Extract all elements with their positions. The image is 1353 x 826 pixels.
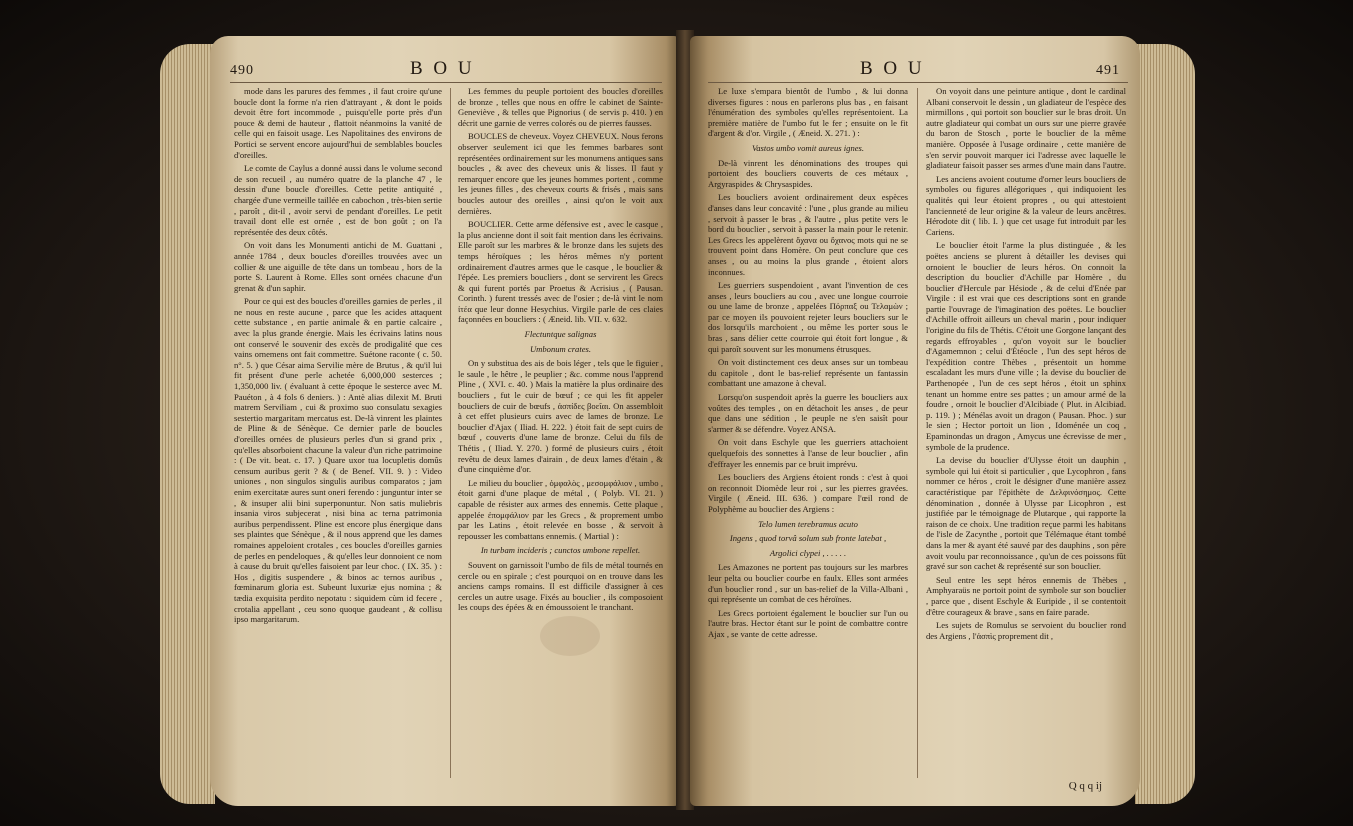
paragraph: Les anciens avoient coutume d'orner leurs boucliers de symboles ou figures allégoriques , qui indiquoient les qualités qui leur étoient propres , ou qui attestoient l'ancienneté de leur origine & la valeur de leurs ancêtres. Hérodote dit ( lib. I. ) que cet usage fut introduit par les Cariens.	[926, 173, 1126, 237]
paragraph: mode dans les parures des femmes , il faut croire qu'une boucle dont la forme n'a rien d'attrayant , & dont le poids devoit être fort incommode , puisqu'elle porte près d'un pouce & demi de hauteur , flattoit néanmoins la vanité de celle qui en faisoit usage. Les Napolitaines des environs de Portici se servent encore aujourd'hui de semblables boucles d'oreilles.	[234, 86, 442, 160]
paragraph: Les Grecs portoient également le bouclier sur l'un ou l'autre bras. Hector étant sur le point de combattre contre Ajax , se vante de cette adresse.	[708, 607, 908, 639]
right-column-divider	[917, 88, 918, 778]
paragraph: Les boucliers avoient ordinairement deux espèces d'anses dans leur concavité : l'une , plus grande au milieu , servoit à passer le bras , & l'autre , plus petite vers le bord du bouclier , servoit à passer la main pour le retenir. Les Grecs les appelèrent ὄχανα ou ὄχανος mots qui ne se trouvent point dans Homère. On peut conclure que ces anses , ou au moins la plus grande , étoient alors inconnues.	[708, 192, 908, 277]
paragraph: Les femmes du peuple portoient des boucles d'oreilles de bronze , telles que nous en offre le cabinet de Sainte-Geneviève , & telles que Pignorius ( de servis p. 410. ) en décrit une garnie de verres colorés ou de pierres fausses.	[458, 86, 663, 128]
paragraph: Pour ce qui est des boucles d'oreilles garnies de perles , il ne nous en reste aucune , parce que les acides attaquent cette substance , en partie animale & en partie calcaire , avec la plus grande énergie. Mais les écrivains latins nous ont conservé le souvenir des excès de prodigalité que ces vains ornemens ont fait commettre. Suétone raconte ( c. 50. n°. 5. ) que César aima Servilie mère de Brutus , & qu'il lui fit présent d'une perle achetée 6,000,000 sesterces ; 1,350,000 liv. ( évaluant à cette époque le sesterce avec M. Pauéton , à 4 fols 6 deniers. ) : Antè alias dilexit M. Bruti matrem Serviliam , cui & proximo suo consulatu sexagies sestertio margaritam mercatus est. De-là vinrent les plaintes de Pline & de Sénèque. Ce dernier parle de boucles d'oreilles ornées de plusieurs perles d'un si grand prix , qu'elles absorboient chacune la valeur d'un riche patrimoine : ( De vit. beat. c. 17. ) Quare uxor tua locupletis domûs censum auribus gerit ? & ( de Benef. VII. 9. ) : Video uniones , non singulos singulis auribus comparatos ; jam enim exercitatæ aures sunt oneri ferendo : junguntur inter se , & insuper alii bini superponuntur. Non satis muliebris insania viros subjecerat , nisi bina ac terna patrimonia auribus perpendissent. Pline est encore plus énergique dans ses plaintes que Sénèque , & il nous apprend que les dames romaines appeloient crotales , ces boucles d'oreilles garnies de perles en pendeloques , & qu'elles leur donnoient ce nom à cause du bruit qu'elles faisoient par leur choc. ( IX. 35. ) : Hos , digitis suspendere , & binos ac ternos auribus , fœminarum gloria est. Subeunt luxuriæ ejus nomina ; & tædia exquisita perdito nepotatu : siquidem cùm id fecere , crotalia appellant , ceu sono quoque gaudeant , & collisu ipso margaritarum.	[234, 296, 442, 625]
verse-quote: Telo lumen terebramus acuto	[758, 518, 858, 529]
right-page-number: 491	[1096, 63, 1120, 78]
paragraph: Souvent on garnissoit l'umbo de fils de métal tournés en cercle ou en spirale ; c'est pourquoi on en trouve dans les anciens camps romains. Il est difficile d'assigner à ces cercles un autre usage. Fixés au bouclier , ils composoient les coups des épées & en émoussoient le tranchant.	[458, 559, 663, 613]
right-header-rule	[708, 82, 1128, 83]
paragraph: De-là vinrent les dénominations des troupes qui portoient des boucliers couverts de ces métaux , Argyraspides & Chrysaspides.	[708, 157, 908, 189]
verse-quote: In turbam incideris ; cunctos umbone repellet.	[480, 545, 641, 556]
left-page-header	[230, 58, 254, 80]
paragraph: BOUCLES de cheveux. Voyez CHEVEUX. Nous ferons observer seulement ici que les femmes barbares sont représentées ordinairement sur les monumens antiques sans boucles , & avec des cheveux unis & lisses. Il faut y remarquer encore que les jeunes hommes portent , comme les jeunes filles , des cheveux courts & frisés , mais sans boucles autour des oreilles , ainsi qu'on le voit aux dernières.	[458, 131, 663, 216]
left-column-2	[458, 86, 663, 616]
paragraph: Seul entre les sept héros ennemis de Thèbes , Amphyaraüs ne portoit point de symbole sur son bouclier , parce que , disent Eschyle & Euripide , il se contentoit d'être courageux & brave , sans en faire parade.	[926, 574, 1126, 617]
left-page-number: 490	[230, 63, 254, 78]
paragraph: Les guerriers suspendoient , avant l'invention de ces anses , leurs boucliers au cou , avec une longue courroie ou une lame de bronze , appelées Πόρπαξ ou Τελαμὼν ; par ce moyen ils pouvoient rejeter leurs boucliers sur le dos lorsqu'ils marchoient , ou même les porter sous le bras , sans délier cette courroie qui étoit fort longue , & qui paroît souvent sur les monumens étrusques.	[708, 280, 908, 354]
right-page-header	[1096, 58, 1120, 80]
paragraph: On y substitua des ais de bois léger , tels que le figuier , le saule , le hêtre , le peuplier ; &c. comme nous l'apprend Pline , ( XVI. c. 40. ) Mais la matière la plus ordinaire des boucliers , fut le cuir de bœuf ; ce qui les fit appeler boucliers de cuir de bœufs , ἀσπίδες βοεῖαι. On assembloit à cet effet plusieurs cuirs avec de lames de bronze. Le bouclier d'Ajax ( Iliad. H. 222. ) étoit fait de sept cuirs de bœuf , couverts d'une lame de bronze. Celui du fils de Thétis , ( Iliad. Y. 270. ) formé de plusieurs cuirs , étoit revêtu de deux lames d'airain , de deux lames d'étain , & d'une cinquième d'or.	[458, 358, 663, 475]
verse-quote: Vastos umbo vomit aureus ignes.	[751, 142, 865, 153]
paragraph: Le bouclier étoit l'arme la plus distinguée , & les poëtes anciens se plurent à détailler les devises qui ornoient le bouclier de leurs héros. On connoit la description du bouclier d'Achille par Homère , du bouclier d'Hercule par Hésiode , & de celui d'Enée par Virgile : il est vrai que ces descriptions sont en grande partie l'ouvrage de l'imagination des poëtes. Le bouclier d'Achille offroit ailleurs un cheval marin , pour indiquer l'origine du fils de Thétis. C'étoit une Gorgone lançant des regards effroyables , qu'on voyoit sur le bouclier d'Agamemnon ; celui d'Étéocle , l'un des sept héros de l'expédition contre Thèbes , présentoit un homme escaladant les murs d'une ville ; la devise du bouclier de Parthenopée , l'un de ces sept héros , étoit un sphinx tenant un homme entre ses pattes ; un amour armé de la foudre , ornoit le bouclier d'Alcibiade ( Plut. in Alcibiad. p. 119. ) ; Ménélas avoit un dragon ( Pausan. Phoc. ) sur le sien ; Hector portoit un lion , Idoménée un coq , Epaminondas un dragon , Amycus une écrevisse de mer , symbole de la prudence.	[926, 240, 1126, 452]
right-column-1	[708, 86, 908, 643]
left-page-edges	[160, 44, 215, 804]
paragraph: Les sujets de Romulus se servoient du bouclier rond des Argiens , l'ἀσπὶς proprement dit ,	[926, 620, 1126, 641]
left-running-title: B O U	[410, 58, 475, 79]
left-column-divider	[450, 88, 451, 778]
paragraph: Le luxe s'empara bientôt de l'umbo , & lui donna diverses figures : nous en parlerons plus bas , en faisant l'énumération des symboles qu'elles représentoient. La première matière de l'umbo fut le fer ; ensuite on le fit d'argent & d'or. Virgile , ( Æneid. X. 271. ) :	[708, 86, 908, 139]
paragraph: Les boucliers des Argiens étoient ronds : c'est à quoi on reconnoit Diomède leur roi , sur les pierres gravées. Virgile ( Æneid. III. 636. ) compare l'œil rond de Polyphème au bouclier des Argiens :	[708, 472, 908, 514]
left-column-1	[234, 86, 442, 628]
paragraph: Les Amazones ne portent pas toujours sur les marbres leur pelta ou bouclier courbe en faulx. Elles sont armées d'un bouclier rond , sur un bas-relief de la Villa-Albani , qui représente un combat de ces héroïnes.	[708, 562, 908, 605]
paragraph: Le comte de Caylus a donné aussi dans le volume second de son recueil , au numéro quatre de la planche 47 , le dessin d'une boucle d'oreilles. Cette petite antiquité , chargée d'une vermeille taillée en cabochon , très-bien sertie , paroît , dit-il , avoir servi de pendant d'oreilles. Le petit travail dont elle est ornée , est de bon goût ; on l'a représentée des deux côtés.	[234, 163, 442, 237]
verse-quote: Flectuntque salignas	[524, 329, 597, 340]
paragraph: On voit distinctement ces deux anses sur un tombeau du capitole , dont le bas-relief représente un fantassin combattant une amazone à cheval.	[708, 357, 908, 389]
paragraph: BOUCLIER. Cette arme défensive est , avec le casque , la plus ancienne dont il soit fait mention dans les écrivains. Elle paroît sur les marbres & le bronze dans les sujets des temps héroïques ; les héros mêmes n'y portent ordinairement d'autres armes que le casque , le bouclier & l'épée. Les premiers boucliers , dont se servirent les Grecs & qui furent portés par Proetus & Acrisius , ( Pausan. Corinth. ) furent tressés avec de l'osier ; de-là vint le nom ἰτέα que leur donne Hesychius. Virgile parle de ces claies façonnées en boucliers : ( Æneid. lib. VII. v. 632.	[458, 219, 663, 325]
signature-mark: Q q q ij	[1068, 780, 1102, 792]
paragraph: On voit dans les Monumenti antichi de M. Guattani , année 1784 , deux boucles d'oreilles trouvées avec un collier & une aiguille de tête dans un tombeau , hors de la porte S. Laurent à Rome. Elles sont ornées chacune d'un grenat & d'un saphir.	[234, 240, 442, 293]
paragraph: On voit dans Eschyle que les guerriers attachoient quelquefois des sonnettes à l'anse de leur bouclier , afin d'effrayer les ennemis par ce bruit imprévu.	[708, 437, 908, 469]
verse-quote: Ingens , quod torvâ solum sub fronte latebat ,	[729, 533, 887, 544]
paragraph: Le milieu du bouclier , ὀμφαλὸς , μεσομφάλιον , umbo , étoit garni d'une plaque de métal , ( Polyb. VI. 21. ) capable de résister aux armes des ennemis. Cette plaque , appelée ἐπομφάλιον par les Grecs , & proprement umbo par les Latins , étoit relevée en bosse , & servoit à repousser les combattans ennemis. ( Martial ) :	[458, 477, 663, 541]
right-running-title: B O U	[860, 58, 925, 79]
right-column-2	[926, 86, 1126, 644]
left-header-rule	[230, 82, 662, 83]
paper-stain	[540, 616, 600, 656]
verse-quote: Umbonum crates.	[529, 343, 592, 354]
paragraph: La devise du bouclier d'Ulysse étoit un dauphin , symbole qui lui étoit si particulier , que Lycophron , fans nommer ce héros , croit le désigner d'une manière assez caractéristique par l'épithète de Δελφινόσημος. Cette dénomination , donnée à Ulysse par Licophron , est justifiée par le témoignage de Plutarque , qui rapporte la raison de ce choix. Une tradition reçue parmi les habitans de l'isle de Zacynthe , portoit que Télémaque étant tombé dans la mer & ayant été sauvé par des dauphins , son père avoit voulu par reconnoissance , qu'un de ces poissons fût gravé sur son cachet & représenté sur son bouclier.	[926, 455, 1126, 572]
paragraph: On voyoit dans une peinture antique , dont le cardinal Albani conservoit le dessin , un gladiateur de l'espèce des mirmillons , qui portoit son bouclier sur le bras droit. Un autre gladiateur qui combat un ours sur une pierre gravée du baron de Stosch , porte le bouclier de la même manière. Opposée à l'usage ordinaire , cette manière de s'en servir pouvoit marquer ici l'adresse avec laquelle le gladiateur faisoit passer ses armes d'une main dans l'autre.	[926, 86, 1126, 171]
right-page-edges	[1135, 44, 1195, 804]
verse-quote: Argolici clypei , . . . . .	[769, 547, 847, 558]
paragraph: Lorsqu'on suspendoit après la guerre les boucliers aux voûtes des temples , on en détachoit les anses , de peur que dans une sédition , le peuple ne s'en saisît pour s'armer & se défendre. Voyez ANSA.	[708, 392, 908, 434]
right-page	[690, 36, 1140, 806]
left-page	[210, 36, 680, 806]
